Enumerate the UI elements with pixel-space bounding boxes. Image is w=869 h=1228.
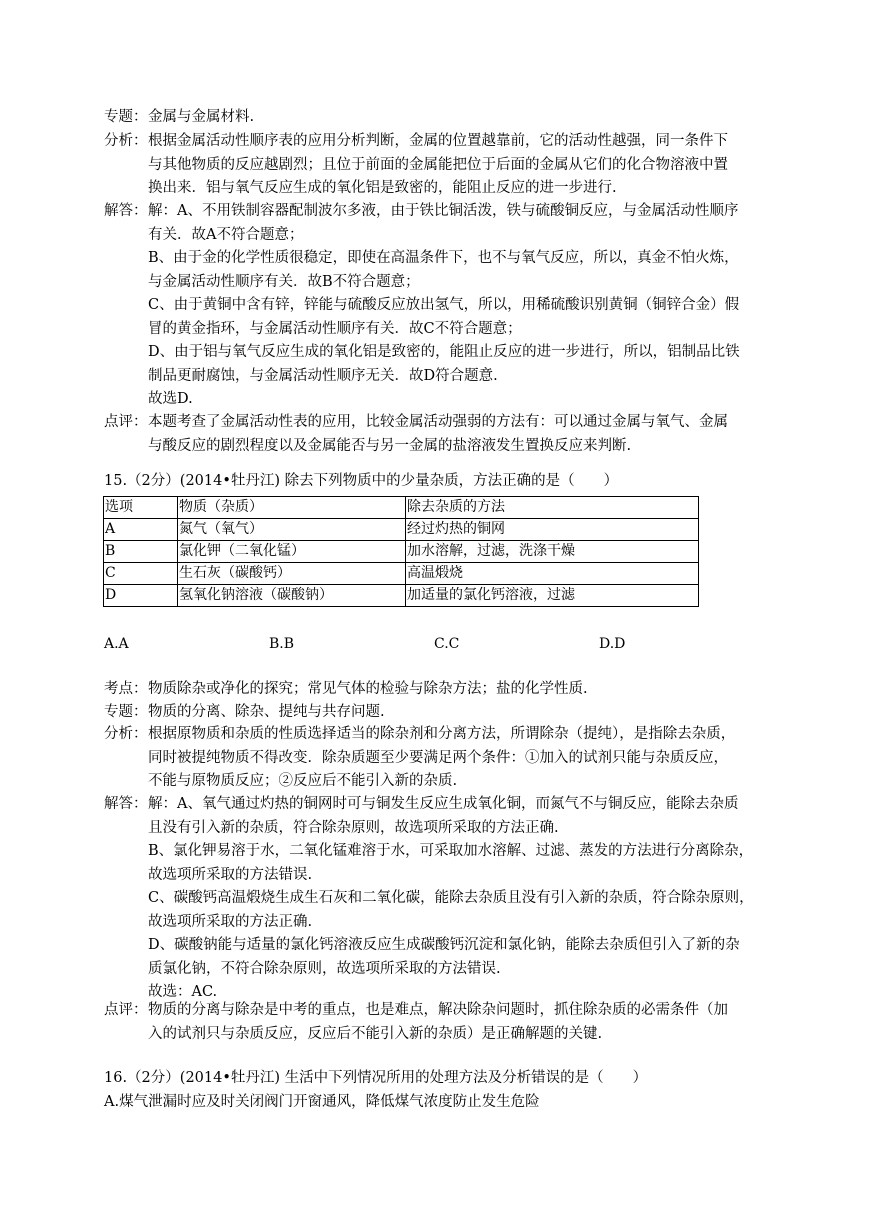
text-line: 质氯化钠，不符合除杂原则，故选项所采取的方法错误. bbox=[148, 960, 501, 977]
table-header-cell: 选项 bbox=[104, 497, 178, 519]
table-header-row bbox=[104, 497, 699, 519]
answer-text bbox=[148, 200, 798, 412]
text-line: 解：A、氧气通过灼热的铜网时可与铜发生反应生成氧化铜，而氮气不与铜反应，能除去杂质 bbox=[148, 796, 739, 812]
text-line: 故选D. bbox=[148, 391, 193, 407]
topic-text: 金属与金属材料. bbox=[148, 109, 255, 125]
answer-label: 解答： bbox=[104, 796, 148, 812]
kaodian-label: 考点： bbox=[104, 681, 148, 697]
table-row bbox=[104, 563, 699, 585]
question-15-stem: 15.（2分）(2014•牡丹江) 除去下列物质中的少量杂质，方法正确的是（ ） bbox=[104, 473, 619, 489]
comment-label: 点评： bbox=[104, 414, 148, 430]
analysis-text bbox=[148, 130, 798, 201]
table-header-cell: 物质（杂质） bbox=[178, 497, 406, 519]
text-line: 换出来．铝与氧气反应生成的氧化铝是致密的，能阻止反应的进一步进行. bbox=[148, 180, 617, 196]
option-c: C.C bbox=[434, 636, 460, 652]
answer-label: 解答： bbox=[104, 203, 148, 219]
kaodian-text: 物质除杂或净化的探究；常见气体的检验与除杂方法；盐的化学性质. bbox=[148, 681, 588, 697]
option-b: B.B bbox=[269, 636, 295, 652]
analysis-text bbox=[148, 723, 798, 794]
text-line: 与酸反应的剧烈程度以及金属能否与另一金属的盐溶液发生置换反应来判断. bbox=[148, 437, 632, 454]
table-cell: B bbox=[104, 541, 178, 563]
text-line: B、氯化钾易溶于水，二氧化锰难溶于水，可采取加水溶解、过滤、蒸发的方法进行分离除杂， bbox=[148, 843, 754, 859]
comment-label: 点评： bbox=[104, 1002, 148, 1018]
table-cell: 高温煅烧 bbox=[406, 563, 699, 585]
text-line: 解：A、不用铁制容器配制波尔多液，由于铁比铜活泼，铁与硫酸铜反应，与金属活动性顺序 bbox=[148, 203, 739, 219]
text-line: 物质的分离与除杂是中考的重点，也是难点，解决除杂问题时，抓住除杂质的必需条件（加 bbox=[148, 1002, 728, 1018]
text-line: 且没有引入新的杂质，符合除杂原则，故选项所采取的方法正确. bbox=[148, 819, 559, 836]
text-line: D、由于铝与氧气反应生成的氧化铝是致密的，能阻止反应的进一步进行，所以，铝制品比铁 bbox=[148, 344, 740, 360]
table-cell: 氯化钾（二氧化锰） bbox=[178, 541, 406, 563]
text-line: 与金属活动性顺序有关．故B不符合题意； bbox=[148, 273, 420, 290]
comment-text bbox=[148, 999, 798, 1046]
table-header-cell: 除去杂质的方法 bbox=[406, 497, 699, 519]
table-row bbox=[104, 585, 699, 607]
option-a: A.A bbox=[104, 636, 129, 652]
table-cell: 经过灼热的铜网 bbox=[406, 519, 699, 541]
table-cell: D bbox=[104, 585, 178, 607]
text-line: C、碳酸钙高温煅烧生成生石灰和二氧化碳，能除去杂质且没有引入新的杂质，符合除杂原则， bbox=[148, 890, 754, 906]
table-cell: C bbox=[104, 563, 178, 585]
table-cell: 生石灰（碳酸钙） bbox=[178, 563, 406, 585]
text-line: 故选项所采取的方法错误. bbox=[148, 866, 313, 883]
text-line: 本题考查了金属活动性表的应用，比较金属活动强弱的方法有：可以通过金属与氧气、金属 bbox=[148, 414, 728, 430]
text-line: B、由于金的化学性质很稳定，即使在高温条件下，也不与氧气反应，所以，真金不怕火炼， bbox=[148, 250, 739, 266]
analysis-label: 分析： bbox=[104, 726, 148, 742]
text-line: 不能与原物质反应；②反应后不能引入新的杂质. bbox=[148, 773, 458, 789]
text-line: 同时被提纯物质不得改变．除杂质题至少要满足两个条件：①加入的试剂只能与杂质反应， bbox=[148, 749, 728, 766]
text-line: 冒的黄金指环，与金属活动性顺序有关．故C不符合题意； bbox=[148, 320, 522, 337]
text-line: 故选：AC. bbox=[148, 984, 218, 1000]
table-cell: A bbox=[104, 519, 178, 541]
table-row bbox=[104, 541, 699, 563]
text-line: 根据原物质和杂质的性质选择适当的除杂剂和分离方法，所谓除杂（提纯），是指除去杂质， bbox=[148, 726, 736, 742]
analysis-label: 分析： bbox=[104, 133, 148, 149]
comment-text bbox=[148, 411, 798, 458]
text-line: C、由于黄铜中含有锌，锌能与硫酸反应放出氢气，所以，用稀硫酸识别黄铜（铜锌合金）假 bbox=[148, 297, 740, 313]
topic-label: 专题： bbox=[104, 704, 148, 720]
text-line: 有关．故A不符合题意； bbox=[148, 226, 304, 243]
topic-text: 物质的分离、除杂、提纯与共存问题. bbox=[148, 704, 385, 720]
text-line: 根据金属活动性顺序表的应用分析判断，金属的位置越靠前，它的活动性越强，同一条件下 bbox=[148, 133, 728, 149]
table-cell: 氢氧化钠溶液（碳酸钠） bbox=[178, 585, 406, 607]
table-row bbox=[104, 519, 699, 541]
table-cell: 加水溶解，过滤，洗涤干燥 bbox=[406, 541, 699, 563]
table-cell: 加适量的氯化钙溶液，过滤 bbox=[406, 585, 699, 607]
question-16-stem: 16.（2分）(2014•牡丹江) 生活中下列情况所用的处理方法及分析错误的是（ ） bbox=[104, 1070, 648, 1086]
text-line: 故选项所采取的方法正确. bbox=[148, 913, 313, 930]
text-line: 制品更耐腐蚀，与金属活动性顺序无关．故D符合题意. bbox=[148, 367, 498, 384]
table-cell: 氮气（氧气） bbox=[178, 519, 406, 541]
question-16-option-a: A.煤气泄漏时应及时关闭阀门开窗通风，降低煤气浓度防止发生危险 bbox=[104, 1094, 540, 1110]
answer-text bbox=[148, 793, 798, 1005]
option-d: D.D bbox=[599, 636, 626, 652]
text-line: D、碳酸钠能与适量的氯化钙溶液反应生成碳酸钙沉淀和氯化钠，能除去杂质但引入了新的杂 bbox=[148, 937, 740, 953]
topic-label: 专题： bbox=[104, 109, 148, 125]
text-line: 入的试剂只与杂质反应，反应后不能引入新的杂质）是正确解题的关键. bbox=[148, 1025, 603, 1042]
text-line: 与其他物质的反应越剧烈；且位于前面的金属能把位于后面的金属从它们的化合物溶液中置 bbox=[148, 156, 728, 173]
impurity-table bbox=[103, 496, 699, 607]
